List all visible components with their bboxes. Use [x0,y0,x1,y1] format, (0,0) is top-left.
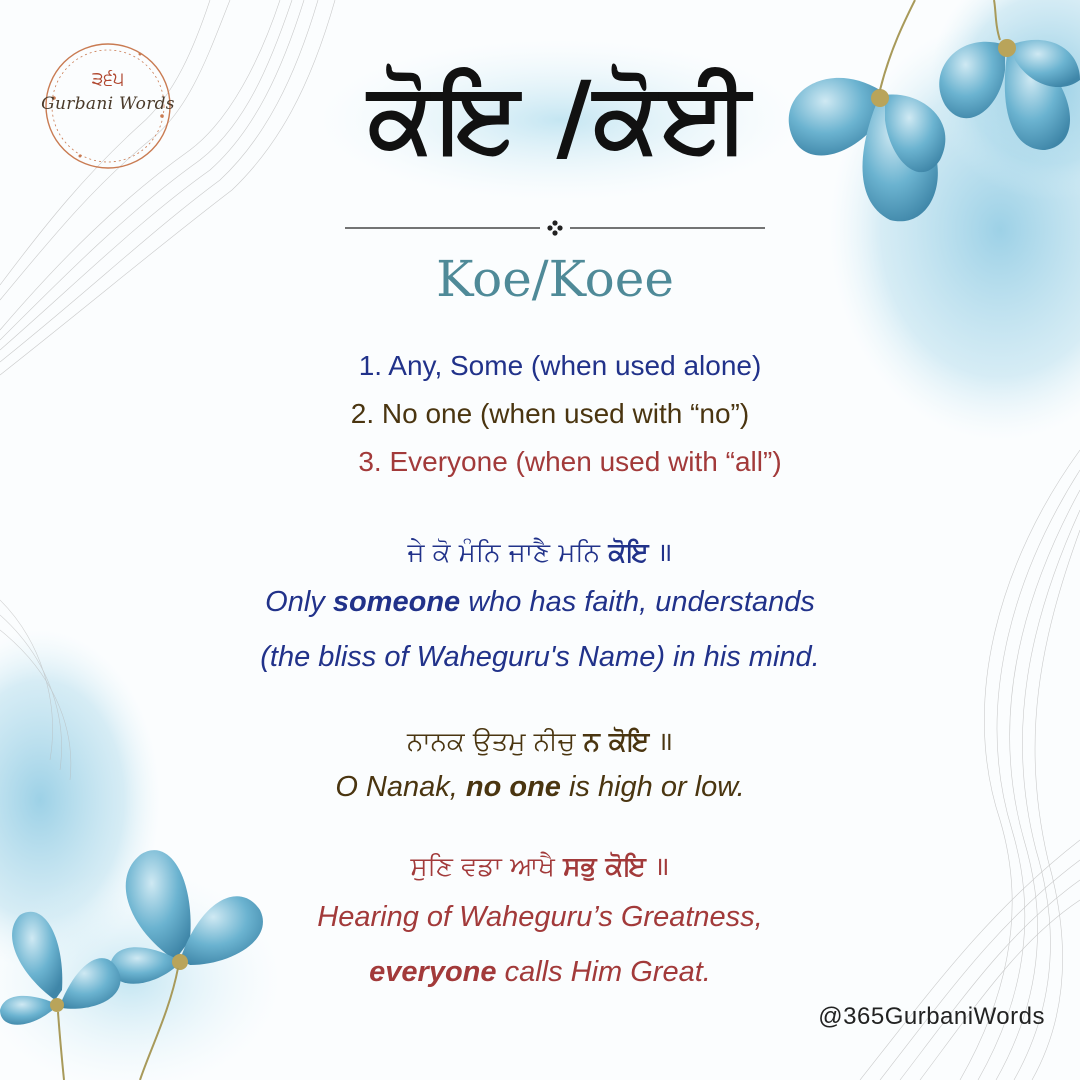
verse-3-gurmukhi-end: ॥ [645,852,670,882]
verse-3-translation-highlight: everyone [369,956,497,988]
social-handle: @365GurbaniWords [818,1003,1045,1030]
verse-2-gurmukhi-highlight: ਨ ਕੋਇ [583,727,650,757]
ornament-icon [547,220,562,235]
verse-3-translation-line-1: Hearing of Waheguru’s Greatness, [317,901,763,933]
verse-2-translation-highlight: no one [465,771,561,803]
verse-2-translation [0,771,1080,804]
verse-1-gurmukhi-end: ॥ [648,538,673,568]
verse-3-gurmukhi [0,847,1080,883]
verse-1-translation-line-2: (the bliss of Waheguru's Name) in his mind. [260,641,820,673]
verse-3-translation-rest: calls Him Great. [496,956,711,988]
ornament-divider [345,218,765,238]
logo-gurmukhi-number: ੩੬੫ [91,68,125,90]
verse-2-gurmukhi [0,722,1080,758]
verse-1-gurmukhi-highlight: ਕੋਇ [608,538,649,568]
verse-3-gurmukhi-text: ਸੁਣਿ ਵਡਾ ਆਖੈ [410,852,564,882]
verse-1-translation-rest: who has faith, understands [460,586,815,618]
verse-2-gurmukhi-end: ॥ [649,727,674,757]
verse-2-translation-rest: is high or low. [560,771,745,803]
page-title-gurmukhi: ਕੋਇ /ਕੋਈ [368,61,752,173]
verse-3-translation-line-2 [0,956,1080,989]
verse-1-translation-line-1 [0,586,1080,619]
transliteration: Koe/Koee [436,250,674,308]
verse-2-translation-text: O Nanak, [335,771,466,803]
verse-3-gurmukhi-highlight: ਸਭੁ ਕੋਇ [563,852,646,882]
verse-2-gurmukhi-text: ਨਾਨਕ ਉਤਮੁ ਨੀਚੁ [406,727,584,757]
verse-1-translation-highlight: someone [332,586,461,618]
brand-logo [40,38,176,174]
verse-1-translation-text: Only [265,586,333,618]
meaning-item-2: 2. No one (when used with “no”) [350,398,750,429]
meaning-item-1: 1. Any, Some (when used alone) [358,350,762,381]
verse-1-gurmukhi [0,533,1080,569]
verse-1-gurmukhi-text: ਜੇ ਕੋ ਮੰਨਿ ਜਾਣੈ ਮਨਿ [407,538,609,568]
meaning-item-3: 3. Everyone (when used with “all”) [358,446,782,477]
logo-words: Gurbani Words [41,94,175,114]
